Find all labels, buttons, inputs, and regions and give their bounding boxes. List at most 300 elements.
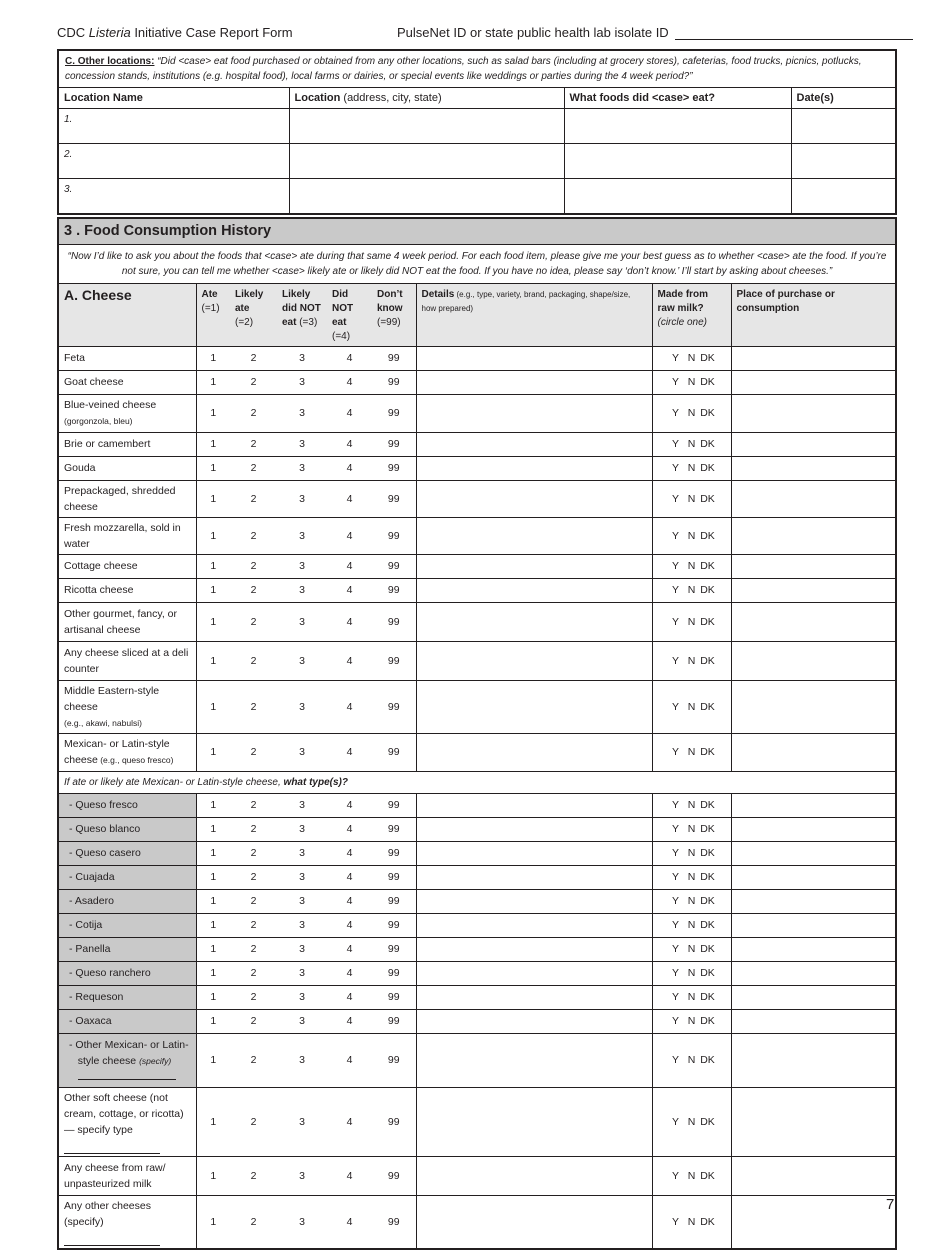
place-cell[interactable] [731,889,896,913]
code-option[interactable]: 4 [327,394,372,432]
details-cell[interactable] [416,641,652,680]
food-row [58,817,896,841]
code-option[interactable]: 2 [230,817,277,841]
place-cell[interactable] [731,394,896,432]
code-option[interactable]: 2 [230,432,277,456]
code-option[interactable]: 3 [277,641,327,680]
code-option[interactable]: 3 [277,913,327,937]
place-cell[interactable] [731,961,896,985]
code-option[interactable]: 3 [277,394,327,432]
code-option[interactable]: 2 [230,889,277,913]
code-option[interactable]: 3 [277,578,327,602]
details-cell[interactable] [416,1087,652,1156]
location-cell[interactable] [289,109,564,144]
ate-header: Ate (=1) [196,283,230,346]
food-name: Mexican- or Latin-style cheese (e.g., queso fresco) [58,733,196,771]
food-row [58,1009,896,1033]
code-option[interactable]: 1 [196,889,230,913]
raw-milk-choice[interactable]: Y N DK [652,733,731,771]
code-option[interactable]: 99 [372,865,416,889]
food-name: - Cuajada [58,865,196,889]
details-cell[interactable] [416,1156,652,1195]
food-name: Ricotta cheese [58,578,196,602]
code-option[interactable]: 1 [196,1033,230,1087]
food-row [58,346,896,370]
food-row [58,578,896,602]
code-option[interactable]: 99 [372,961,416,985]
code-option[interactable]: 3 [277,733,327,771]
food-name: - Oaxaca [58,1009,196,1033]
section-title: 3 . Food Consumption History [58,218,896,244]
code-option[interactable]: 3 [277,1156,327,1195]
other-locations-table [57,49,897,215]
food-row [58,937,896,961]
code-option[interactable]: 1 [196,733,230,771]
code-option[interactable]: 3 [277,1195,327,1249]
place-cell[interactable] [731,480,896,517]
code-option[interactable]: 1 [196,985,230,1009]
code-option[interactable]: 3 [277,554,327,578]
code-option[interactable]: 3 [277,889,327,913]
food-row [58,432,896,456]
code-option[interactable]: 1 [196,817,230,841]
raw-milk-choice[interactable]: Y N DK [652,817,731,841]
code-option[interactable]: 3 [277,985,327,1009]
code-option[interactable]: 4 [327,841,372,865]
code-option[interactable]: 99 [372,456,416,480]
specify-blank[interactable] [78,1070,176,1080]
code-option[interactable]: 2 [230,733,277,771]
code-option[interactable]: 4 [327,1009,372,1033]
code-option[interactable]: 99 [372,1033,416,1087]
food-row [58,793,896,817]
code-option[interactable]: 4 [327,480,372,517]
code-option[interactable]: 1 [196,913,230,937]
cheese-group-header: A. Cheese [58,283,196,346]
raw-milk-choice[interactable]: Y N DK [652,1087,731,1156]
raw-milk-choice[interactable]: Y N DK [652,432,731,456]
code-option[interactable]: 3 [277,817,327,841]
raw-milk-choice[interactable]: Y N DK [652,480,731,517]
code-option[interactable]: 4 [327,985,372,1009]
place-cell[interactable] [731,1033,896,1087]
code-option[interactable]: 99 [372,841,416,865]
code-option[interactable]: 2 [230,1033,277,1087]
code-option[interactable]: 4 [327,913,372,937]
code-option[interactable]: 3 [277,432,327,456]
details-cell[interactable] [416,517,652,554]
place-cell[interactable] [731,680,896,733]
place-cell[interactable] [731,793,896,817]
food-name: Other gourmet, fancy, or artisanal cheese [58,602,196,641]
code-option[interactable]: 99 [372,346,416,370]
food-name: Feta [58,346,196,370]
details-cell[interactable] [416,961,652,985]
food-row [58,913,896,937]
code-option[interactable]: 2 [230,841,277,865]
code-option[interactable]: 99 [372,1156,416,1195]
raw-milk-choice[interactable]: Y N DK [652,680,731,733]
details-cell[interactable] [416,370,652,394]
code-option[interactable]: 4 [327,641,372,680]
location-row-number[interactable]: 3. [58,179,289,214]
cheese-items [58,346,896,771]
raw-milk-choice[interactable]: Y N DK [652,346,731,370]
code-option[interactable]: 4 [327,578,372,602]
code-option[interactable]: 4 [327,370,372,394]
dont-know-header: Don’t know (=99) [372,283,416,346]
food-row [58,554,896,578]
code-option[interactable]: 2 [230,865,277,889]
code-option[interactable]: 2 [230,1195,277,1249]
food-name: Goat cheese [58,370,196,394]
place-cell[interactable] [731,865,896,889]
other-locations-question: C. Other locations: “Did <case> eat food purchased or obtained from any other locations, such as salad bars (including at grocery stores), cafeterias, food trucks, picnics, potlucks, concession stands, institutions (e.g. hospital food), local farms or dairies, or special events like weddings or parties during the 4 week period?” [58,50,896,88]
details-cell[interactable] [416,817,652,841]
location-cell[interactable] [289,144,564,179]
food-row [58,1156,896,1195]
details-cell[interactable] [416,841,652,865]
location-cell[interactable] [289,179,564,214]
code-option[interactable]: 3 [277,793,327,817]
code-option[interactable]: 2 [230,602,277,641]
code-option[interactable]: 99 [372,480,416,517]
code-option[interactable]: 4 [327,602,372,641]
code-option[interactable]: 2 [230,937,277,961]
location-name-header: Location Name [58,88,289,109]
raw-milk-choice[interactable]: Y N DK [652,985,731,1009]
code-option[interactable]: 1 [196,641,230,680]
code-option[interactable]: 3 [277,480,327,517]
food-row [58,1087,896,1156]
food-name: Prepackaged, shredded cheese [58,480,196,517]
details-cell[interactable] [416,889,652,913]
code-option[interactable]: 2 [230,578,277,602]
food-row [58,889,896,913]
food-name: Other soft cheese (not cream, cottage, or ricotta) — specify type [58,1087,196,1156]
code-option[interactable]: 3 [277,456,327,480]
raw-milk-choice[interactable]: Y N DK [652,456,731,480]
code-option[interactable]: 1 [196,554,230,578]
food-name: - Asadero [58,889,196,913]
code-option[interactable]: 1 [196,680,230,733]
details-cell[interactable] [416,985,652,1009]
isolate-id-blank[interactable] [675,27,913,40]
foods-cell[interactable] [564,144,791,179]
code-option[interactable]: 4 [327,1156,372,1195]
code-option[interactable]: 3 [277,346,327,370]
details-cell[interactable] [416,733,652,771]
place-cell[interactable] [731,602,896,641]
code-option[interactable]: 99 [372,1009,416,1033]
code-option[interactable]: 1 [196,480,230,517]
food-name: - Requeson [58,985,196,1009]
food-name: Gouda [58,456,196,480]
code-option[interactable]: 4 [327,346,372,370]
code-option[interactable]: 2 [230,480,277,517]
food-row [58,985,896,1009]
code-option[interactable]: 4 [327,817,372,841]
code-option[interactable]: 1 [196,1156,230,1195]
likely-ate-header: Likely ate (=2) [230,283,277,346]
place-cell[interactable] [731,1195,896,1249]
place-cell[interactable] [731,517,896,554]
code-option[interactable]: 4 [327,865,372,889]
foods-cell[interactable] [564,109,791,144]
code-option[interactable]: 99 [372,985,416,1009]
code-option[interactable]: 1 [196,1087,230,1156]
code-option[interactable]: 2 [230,793,277,817]
code-option[interactable]: 3 [277,937,327,961]
did-not-header: Did NOT eat (=4) [327,283,372,346]
code-option[interactable]: 1 [196,346,230,370]
details-cell[interactable] [416,1195,652,1249]
form-title: CDC Listeria Initiative Case Report Form [57,25,293,40]
code-option[interactable]: 2 [230,346,277,370]
code-option[interactable]: 4 [327,889,372,913]
code-option[interactable]: 1 [196,1009,230,1033]
code-option[interactable]: 1 [196,432,230,456]
code-option[interactable]: 99 [372,517,416,554]
code-option[interactable]: 4 [327,961,372,985]
code-option[interactable]: 1 [196,578,230,602]
code-option[interactable]: 2 [230,554,277,578]
raw-milk-choice[interactable]: Y N DK [652,578,731,602]
foods-cell[interactable] [564,179,791,214]
code-option[interactable]: 3 [277,517,327,554]
raw-milk-choice[interactable]: Y N DK [652,913,731,937]
code-option[interactable]: 2 [230,370,277,394]
food-name: Any cheese from raw/ unpasteurized milk [58,1156,196,1195]
food-row [58,1033,896,1087]
code-option[interactable]: 3 [277,602,327,641]
details-cell[interactable] [416,578,652,602]
code-option[interactable]: 99 [372,889,416,913]
code-option[interactable]: 4 [327,554,372,578]
details-cell[interactable] [416,554,652,578]
place-cell[interactable] [731,841,896,865]
code-option[interactable]: 1 [196,394,230,432]
details-header: Details (e.g., type, variety, brand, packaging, shape/size, how prepared) [416,283,652,346]
code-option[interactable]: 3 [277,961,327,985]
code-option[interactable]: 4 [327,1195,372,1249]
food-name: - Other Mexican- or Latin- style cheese (specify) [58,1033,196,1087]
raw-milk-choice[interactable]: Y N DK [652,554,731,578]
code-option[interactable]: 2 [230,1009,277,1033]
food-row [58,602,896,641]
place-cell[interactable] [731,432,896,456]
raw-milk-choice[interactable]: Y N DK [652,937,731,961]
code-option[interactable]: 2 [230,517,277,554]
food-row [58,733,896,771]
food-row [58,641,896,680]
food-row [58,456,896,480]
place-cell[interactable] [731,817,896,841]
details-cell[interactable] [416,602,652,641]
code-option[interactable]: 3 [277,1033,327,1087]
code-option[interactable]: 99 [372,913,416,937]
code-option[interactable]: 3 [277,1087,327,1156]
code-option[interactable]: 3 [277,865,327,889]
code-option[interactable]: 2 [230,1087,277,1156]
details-cell[interactable] [416,394,652,432]
code-option[interactable]: 4 [327,517,372,554]
likely-not-header: Likely did NOT eat (=3) [277,283,327,346]
specify-blank[interactable] [64,1236,160,1246]
dates-cell[interactable] [791,109,896,144]
code-option[interactable]: 99 [372,432,416,456]
code-option[interactable]: 99 [372,578,416,602]
location-row-number[interactable]: 2. [58,144,289,179]
raw-milk-choice[interactable]: Y N DK [652,602,731,641]
place-cell[interactable] [731,578,896,602]
dates-cell[interactable] [791,179,896,214]
code-option[interactable]: 99 [372,793,416,817]
place-cell[interactable] [731,554,896,578]
food-row [58,961,896,985]
place-cell[interactable] [731,1087,896,1156]
raw-milk-choice[interactable]: Y N DK [652,1033,731,1087]
code-option[interactable]: 2 [230,394,277,432]
code-option[interactable]: 4 [327,1033,372,1087]
other-cheese-items [58,1087,896,1249]
raw-milk-choice[interactable]: Y N DK [652,793,731,817]
code-option[interactable]: 99 [372,1087,416,1156]
food-name: - Queso ranchero [58,961,196,985]
details-cell[interactable] [416,865,652,889]
specify-blank[interactable] [64,1144,160,1154]
raw-milk-choice[interactable]: Y N DK [652,517,731,554]
place-header: Place of purchase or consumption [731,283,896,346]
place-cell[interactable] [731,913,896,937]
code-option[interactable]: 99 [372,1195,416,1249]
raw-milk-choice[interactable]: Y N DK [652,1156,731,1195]
code-option[interactable]: 4 [327,456,372,480]
place-cell[interactable] [731,985,896,1009]
details-cell[interactable] [416,937,652,961]
raw-milk-choice[interactable]: Y N DK [652,961,731,985]
code-option[interactable]: 2 [230,961,277,985]
code-option[interactable]: 1 [196,456,230,480]
raw-milk-choice[interactable]: Y N DK [652,394,731,432]
code-option[interactable]: 99 [372,641,416,680]
code-option[interactable]: 1 [196,865,230,889]
food-consumption-table [57,217,897,1250]
place-cell[interactable] [731,733,896,771]
place-cell[interactable] [731,1009,896,1033]
details-cell[interactable] [416,432,652,456]
details-cell[interactable] [416,793,652,817]
foods-header: What foods did <case> eat? [564,88,791,109]
food-name: - Queso fresco [58,793,196,817]
food-name: Brie or camembert [58,432,196,456]
place-cell[interactable] [731,1156,896,1195]
code-option[interactable]: 99 [372,680,416,733]
code-option[interactable]: 3 [277,370,327,394]
location-row [58,179,896,214]
code-option[interactable]: 1 [196,937,230,961]
code-option[interactable]: 4 [327,793,372,817]
page-number: 7 [886,1196,895,1213]
code-option[interactable]: 99 [372,937,416,961]
code-option[interactable]: 3 [277,841,327,865]
place-cell[interactable] [731,370,896,394]
mexican-subquestion: If ate or likely ate Mexican- or Latin-style cheese, what type(s)? [58,771,896,793]
code-option[interactable]: 1 [196,602,230,641]
food-row [58,841,896,865]
code-option[interactable]: 1 [196,961,230,985]
code-option[interactable]: 99 [372,733,416,771]
raw-milk-choice[interactable]: Y N DK [652,1009,731,1033]
place-cell[interactable] [731,641,896,680]
code-option[interactable]: 2 [230,456,277,480]
food-name: Any cheese sliced at a deli counter [58,641,196,680]
code-option[interactable]: 99 [372,370,416,394]
code-option[interactable]: 99 [372,602,416,641]
place-cell[interactable] [731,937,896,961]
raw-milk-choice[interactable]: Y N DK [652,865,731,889]
code-option[interactable]: 1 [196,517,230,554]
code-option[interactable]: 2 [230,641,277,680]
raw-milk-choice[interactable]: Y N DK [652,889,731,913]
code-option[interactable]: 1 [196,1195,230,1249]
food-row [58,680,896,733]
code-option[interactable]: 1 [196,370,230,394]
code-option[interactable]: 2 [230,680,277,733]
food-name: - Queso blanco [58,817,196,841]
details-cell[interactable] [416,913,652,937]
code-option[interactable]: 4 [327,680,372,733]
code-option[interactable]: 4 [327,1087,372,1156]
code-option[interactable]: 3 [277,680,327,733]
place-cell[interactable] [731,456,896,480]
location-row-number[interactable]: 1. [58,109,289,144]
code-option[interactable]: 2 [230,1156,277,1195]
code-option[interactable]: 99 [372,817,416,841]
mexican-cheese-items [58,793,896,1033]
details-cell[interactable] [416,1033,652,1087]
food-row [58,1195,896,1249]
raw-milk-choice[interactable]: Y N DK [652,841,731,865]
dates-cell[interactable] [791,144,896,179]
code-option[interactable]: 4 [327,432,372,456]
code-option[interactable]: 4 [327,937,372,961]
food-name: Cottage cheese [58,554,196,578]
code-option[interactable]: 1 [196,841,230,865]
details-cell[interactable] [416,456,652,480]
code-option[interactable]: 3 [277,1009,327,1033]
food-row [58,865,896,889]
food-name: - Cotija [58,913,196,937]
place-cell[interactable] [731,346,896,370]
details-cell[interactable] [416,1009,652,1033]
code-option[interactable]: 2 [230,913,277,937]
details-cell[interactable] [416,346,652,370]
code-option[interactable]: 2 [230,985,277,1009]
raw-milk-choice[interactable]: Y N DK [652,370,731,394]
code-option[interactable]: 99 [372,394,416,432]
code-option[interactable]: 1 [196,793,230,817]
raw-milk-choice[interactable]: Y N DK [652,1195,731,1249]
details-cell[interactable] [416,480,652,517]
food-name: Fresh mozzarella, sold in water [58,517,196,554]
details-cell[interactable] [416,680,652,733]
isolate-id-field[interactable]: PulseNet ID or state public health lab isolate ID [397,25,913,40]
code-option[interactable]: 4 [327,733,372,771]
raw-milk-choice[interactable]: Y N DK [652,641,731,680]
code-option[interactable]: 99 [372,554,416,578]
dates-header: Date(s) [791,88,896,109]
